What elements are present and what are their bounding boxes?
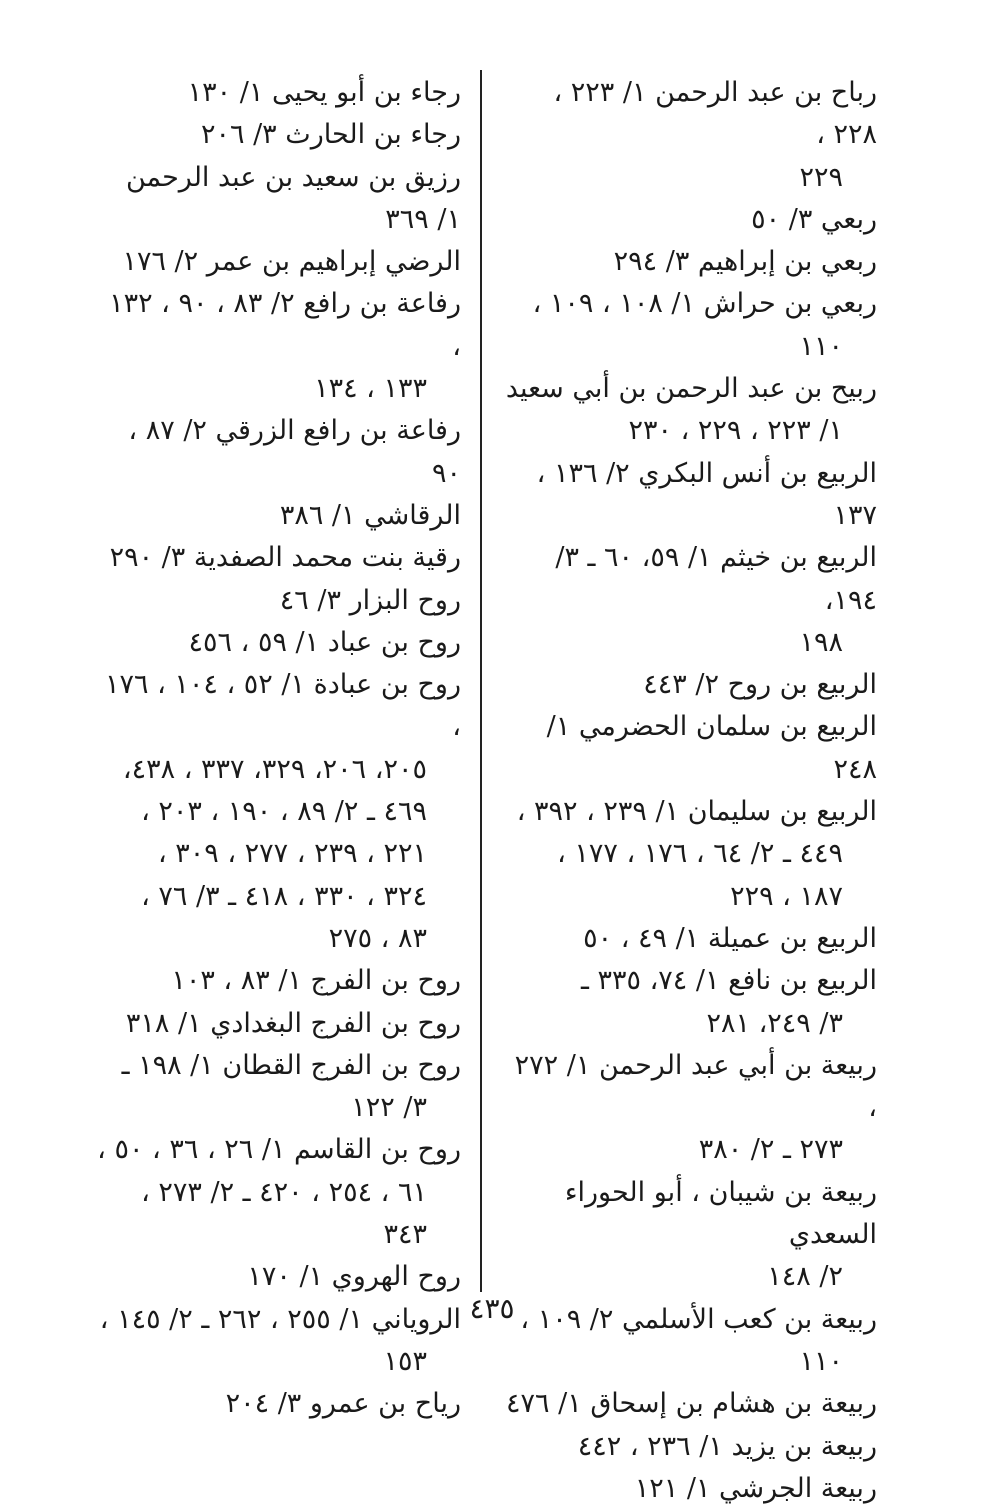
index-entry: رياح بن عمرو ٣/ ٢٠٤ xyxy=(225,1388,461,1420)
index-entry: ٢٧٣ ـ ٢/ ٣٨٠ xyxy=(698,1134,843,1166)
index-entry: ربيعة بن أبي عبد الرحمن ١/ ٢٧٢ ، xyxy=(514,1049,877,1124)
page-number: ٤٣٥ xyxy=(469,1292,515,1325)
index-entry: ١٩٨ xyxy=(799,626,843,658)
index-entry: رقية بنت محمد الصفدية ٣/ ٢٩٠ xyxy=(109,542,461,574)
index-entry: روح الهروي ١/ ١٧٠ xyxy=(247,1261,461,1293)
index-entry: ربيعة بن كعب الأسلمي ٢/ ١٠٩ ، xyxy=(520,1303,877,1335)
index-entry: ربيعة بن يزيد ١/ ٢٣٦ ، ٤٤٢ xyxy=(577,1430,877,1462)
index-entry: ٣٤٣ xyxy=(383,1219,427,1251)
index-entry: ١٣٣ ، ١٣٤ xyxy=(314,373,427,405)
index-entry: روح بن القاسم ١/ ٢٦ ، ٣٦ ، ٥٠ ، xyxy=(97,1134,461,1166)
index-entry: روح بن عبادة ١/ ٥٢ ، ١٠٤ ، ١٧٦ ، xyxy=(104,669,461,743)
index-entry: رجاء بن الحارث ٣/ ٢٠٦ xyxy=(200,119,461,151)
index-entry: ٤٤٩ ـ ٢/ ٦٤ ، ١٧٦ ، ١٧٧ ، xyxy=(557,838,843,870)
index-entry: ١١٠ xyxy=(799,330,843,362)
index-entry: ربعي ٣/ ٥٠ xyxy=(751,203,877,235)
index-entry: الربيع بن أنس البكري ٢/ ١٣٦ ، ١٣٧ xyxy=(536,457,877,531)
index-entry: ربعي بن إبراهيم ٣/ ٢٩٤ xyxy=(613,246,877,278)
index-entry: رزيق بن سعيد بن عبد الرحمن ١/ ٣٦٩ xyxy=(125,161,461,235)
index-entry: ٤٦٩ ـ ٢/ ٨٩ ، ١٩٠ ، ٢٠٣ ، xyxy=(141,796,427,828)
index-entry: ٦١ ، ٢٥٤ ، ٤٢٠ ـ ٢/ ٢٧٣ ، xyxy=(141,1176,427,1208)
index-entry: ٢٠٥، ٢٠٦، ٣٢٩، ٣٣٧ ، ٤٣٨، xyxy=(122,753,427,785)
index-entry: ربعي بن حراش ١/ ١٠٨ ، ١٠٩ ، xyxy=(532,288,877,320)
index-entry: روح بن الفرج ١/ ٨٣ ، ١٠٣ xyxy=(171,965,461,997)
index-entry: الربيع بن سلمان الحضرمي ١/ ٢٤٨ xyxy=(546,711,877,785)
index-entry: الربيع بن خيثم ١/ ٥٩، ٦٠ ـ ٣/ ١٩٤، xyxy=(555,542,877,616)
index-entry: ٢٢٩ xyxy=(799,161,843,193)
index-entry: رفاعة بن رافع الزرقي ٢/ ٨٧ ، ٩٠ xyxy=(128,415,461,489)
index-entry: ٢٢١ ، ٢٣٩ ، ٢٧٧ ، ٣٠٩ ، xyxy=(157,838,427,870)
index-entry: روح بن الفرج البغدادي ١/ ٣١٨ xyxy=(125,1007,461,1039)
index-entry: الروياني ١/ ٢٥٥ ، ٢٦٢ ـ ٢/ ١٤٥ ، xyxy=(99,1303,461,1335)
index-entry: ١/ ٢٢٣ ، ٢٢٩ ، ٢٣٠ xyxy=(628,415,843,447)
index-entry: الرضي إبراهيم بن عمر ٢/ ١٧٦ xyxy=(122,246,461,278)
index-entry: ٣٢٤ ، ٣٣٠ ، ٤١٨ ـ ٣/ ٧٦ ، xyxy=(141,880,427,912)
index-entry: ربيعة بن شيبان ، أبو الحوراء السعدي xyxy=(564,1176,877,1251)
index-entry: الربيع بن نافع ١/ ٧٤، ٣٣٥ ـ xyxy=(580,965,877,997)
index-entry: ربيعة بن هشام بن إسحاق ١/ ٤٧٦ xyxy=(506,1388,877,1420)
index-entry: ١٥٣ xyxy=(383,1345,427,1377)
index-entry: ٨٣ ، ٢٧٥ xyxy=(328,922,427,954)
index-entry: روح البزار ٣/ ٤٦ xyxy=(279,584,461,616)
index-entry: ٣/ ٢٤٩، ٢٨١ xyxy=(706,1007,843,1039)
index-entry: ١١٠ xyxy=(799,1345,843,1377)
index-entry: رفاعة بن رافع ٢/ ٨٣ ، ٩٠ ، ١٣٢ ، xyxy=(109,288,461,362)
index-entry: الربيع بن عميلة ١/ ٤٩ ، ٥٠ xyxy=(583,922,877,954)
index-entry: ربيعة الجرشي ١/ ١٢١ xyxy=(634,1472,877,1504)
index-entry: الربيع بن روح ٢/ ٤٤٣ xyxy=(643,669,877,701)
index-entry: روح بن عباد ١/ ٥٩ ، ٤٥٦ xyxy=(188,626,461,658)
index-entry: ١٨٧ ، ٢٢٩ xyxy=(730,880,843,912)
index-entry: رباح بن عبد الرحمن ١/ ٢٢٣ ، ٢٢٨ ، xyxy=(553,77,877,151)
index-entry: رجاء بن أبو يحيى ١/ ١٣٠ xyxy=(187,77,461,108)
index-entry: ٢/ ١٤٨ xyxy=(767,1261,843,1293)
index-entry: ٣/ ١٢٢ xyxy=(351,1092,427,1124)
index-entry: ربيح بن عبد الرحمن بن أبي سعيد xyxy=(505,373,877,405)
index-entry: روح بن الفرج القطان ١/ ١٩٨ ـ xyxy=(121,1049,461,1081)
index-entry: الرقاشي ١/ ٣٨٦ xyxy=(279,499,461,531)
index-column-left xyxy=(95,72,461,1426)
column-divider xyxy=(480,70,482,1292)
index-entry: الربيع بن سليمان ١/ ٢٣٩ ، ٣٩٢ ، xyxy=(516,796,877,828)
